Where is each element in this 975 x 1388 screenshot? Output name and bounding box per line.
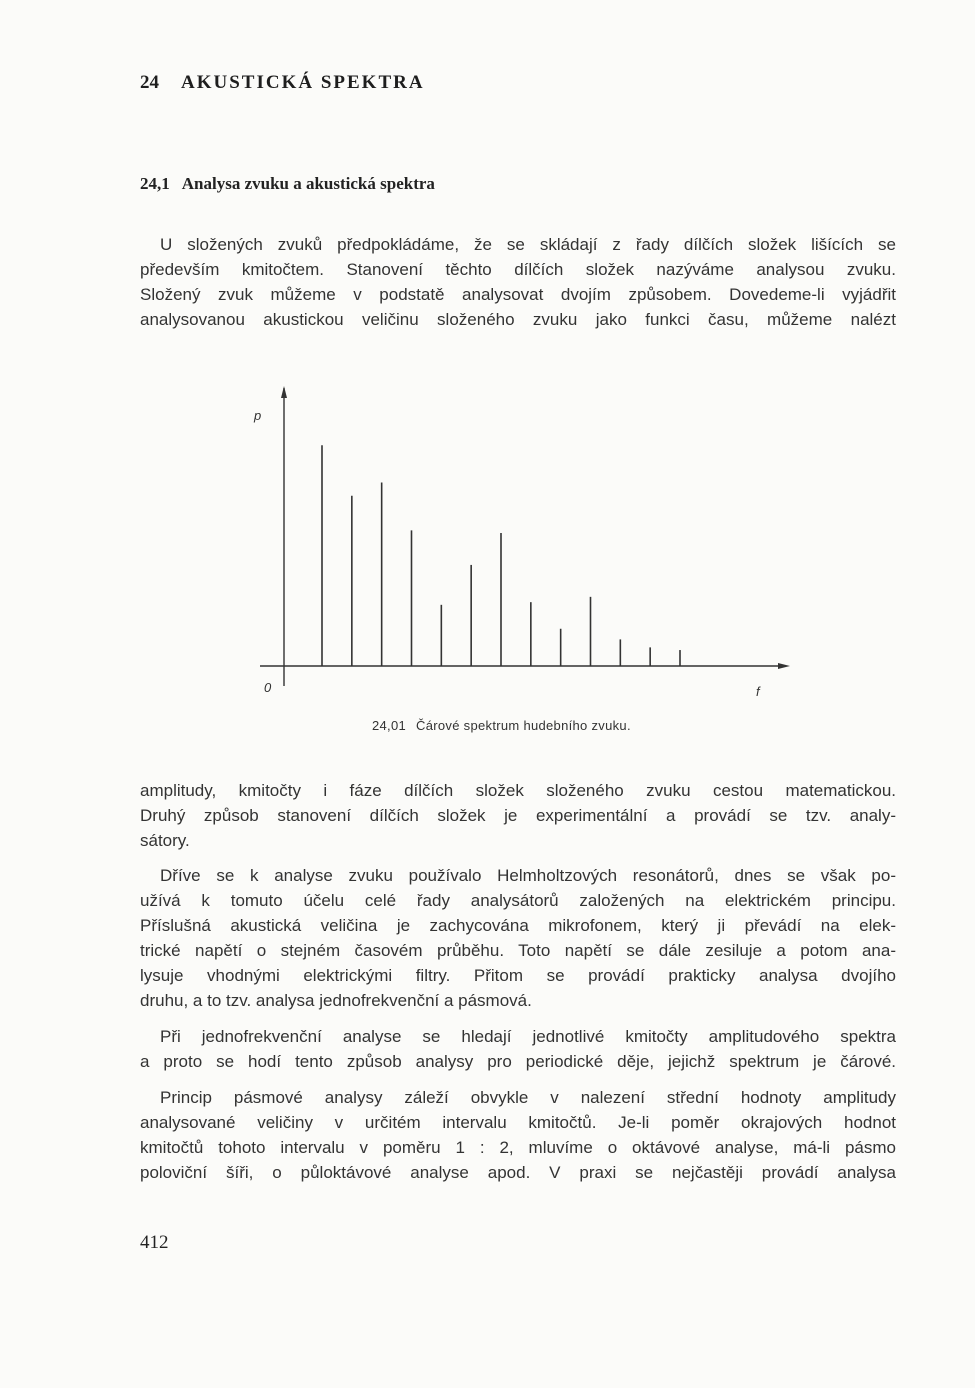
section-title: Analysa zvuku a akustická spektra [181,174,435,193]
paragraph-line: poloviční šíři, o půloktávové analyse apod. V praxi se nejčastěji provádí analysa [140,1163,896,1182]
section-number: 24,1 [140,174,170,193]
paragraph-line: Druhý způsob stanovení dílčích složek je experimentální a provádí se tzv. analy- [140,806,896,825]
paragraph-2 [140,778,896,853]
paragraph-line: Při jednofrekvenční analyse se hledají jednotlivé kmitočty amplitudového spektra [160,1027,896,1046]
chapter-number: 24 [140,72,159,93]
page-number: 412 [140,1232,169,1253]
paragraph-3 [140,863,896,1013]
figure-caption [372,718,631,733]
paragraph-line: U složených zvuků předpokládáme, že se skládají z řady dílčích složek lišících se [160,235,896,254]
paragraph-line: lysuje vhodnými elektrickými filtry. Přitom se provádí prakticky analysa dvojího [140,966,896,985]
x-axis-label: f [756,684,760,699]
chapter-title: AKUSTICKÁ SPEKTRA [181,72,425,93]
spectrum-lines [322,445,680,666]
paragraph-line: analysované veličiny v určitém intervalu kmitočtů. Je-li poměr okrajových hodnot [140,1113,896,1132]
y-axis-arrow [281,386,287,398]
paragraph-4 [140,1024,896,1074]
section-heading [140,174,435,194]
paragraph-line: Složený zvuk můžeme v podstatě analysovat dvojím způsobem. Dovedeme-li vyjádřit [140,285,896,304]
figure-caption-text: Čárové spektrum hudebního zvuku. [416,718,631,733]
y-axis-label: p [254,408,262,423]
origin-label: 0 [264,680,272,695]
paragraph-line: užívá k tomuto účelu celé řady analysátorů založených na elektrickém principu. [140,891,896,910]
paragraph-line: Princip pásmové analysy záleží obvykle v nalezení střední hodnoty amplitudy [160,1088,896,1107]
paragraph-line: sátory. [140,831,190,850]
paragraph-line: analysovanou akustickou veličinu složeného zvuku jako funkci času, můžeme nalézt [140,310,896,329]
paragraph-5 [140,1085,896,1185]
x-axis-arrow [778,663,790,669]
paragraph-line: Příslušná akustická veličina je zachycována mikrofonem, který ji převádí na elek- [140,916,896,935]
paragraph-line: kmitočtů tohoto intervalu v poměru 1 : 2, mluvíme o oktávové analyse, má-li pásmo [140,1138,896,1157]
paragraph-line: Dříve se k analyse zvuku používalo Helmholtzových resonátorů, dnes se však po- [160,866,896,885]
paragraph-line: trické napětí o stejném časovém průběhu. Toto napětí se dále zesiluje a potom ana- [140,941,896,960]
paragraph-1 [140,232,896,332]
paragraph-line: amplitudy, kmitočty i fáze dílčích složek složeného zvuku cestou matematickou. [140,781,896,800]
paragraph-line: druhu, a to tzv. analysa jednofrekvenční a pásmová. [140,991,532,1010]
figure-number: 24,01 [372,718,407,733]
paragraph-line: a proto se hodí tento způsob analysy pro periodické děje, jejichž spektrum je čárové. [140,1052,896,1071]
running-head [140,72,425,94]
line-spectrum-figure [240,380,800,710]
paragraph-line: především kmitočtem. Stanovení těchto dílčích složek nazýváme analysou zvuku. [140,260,896,279]
